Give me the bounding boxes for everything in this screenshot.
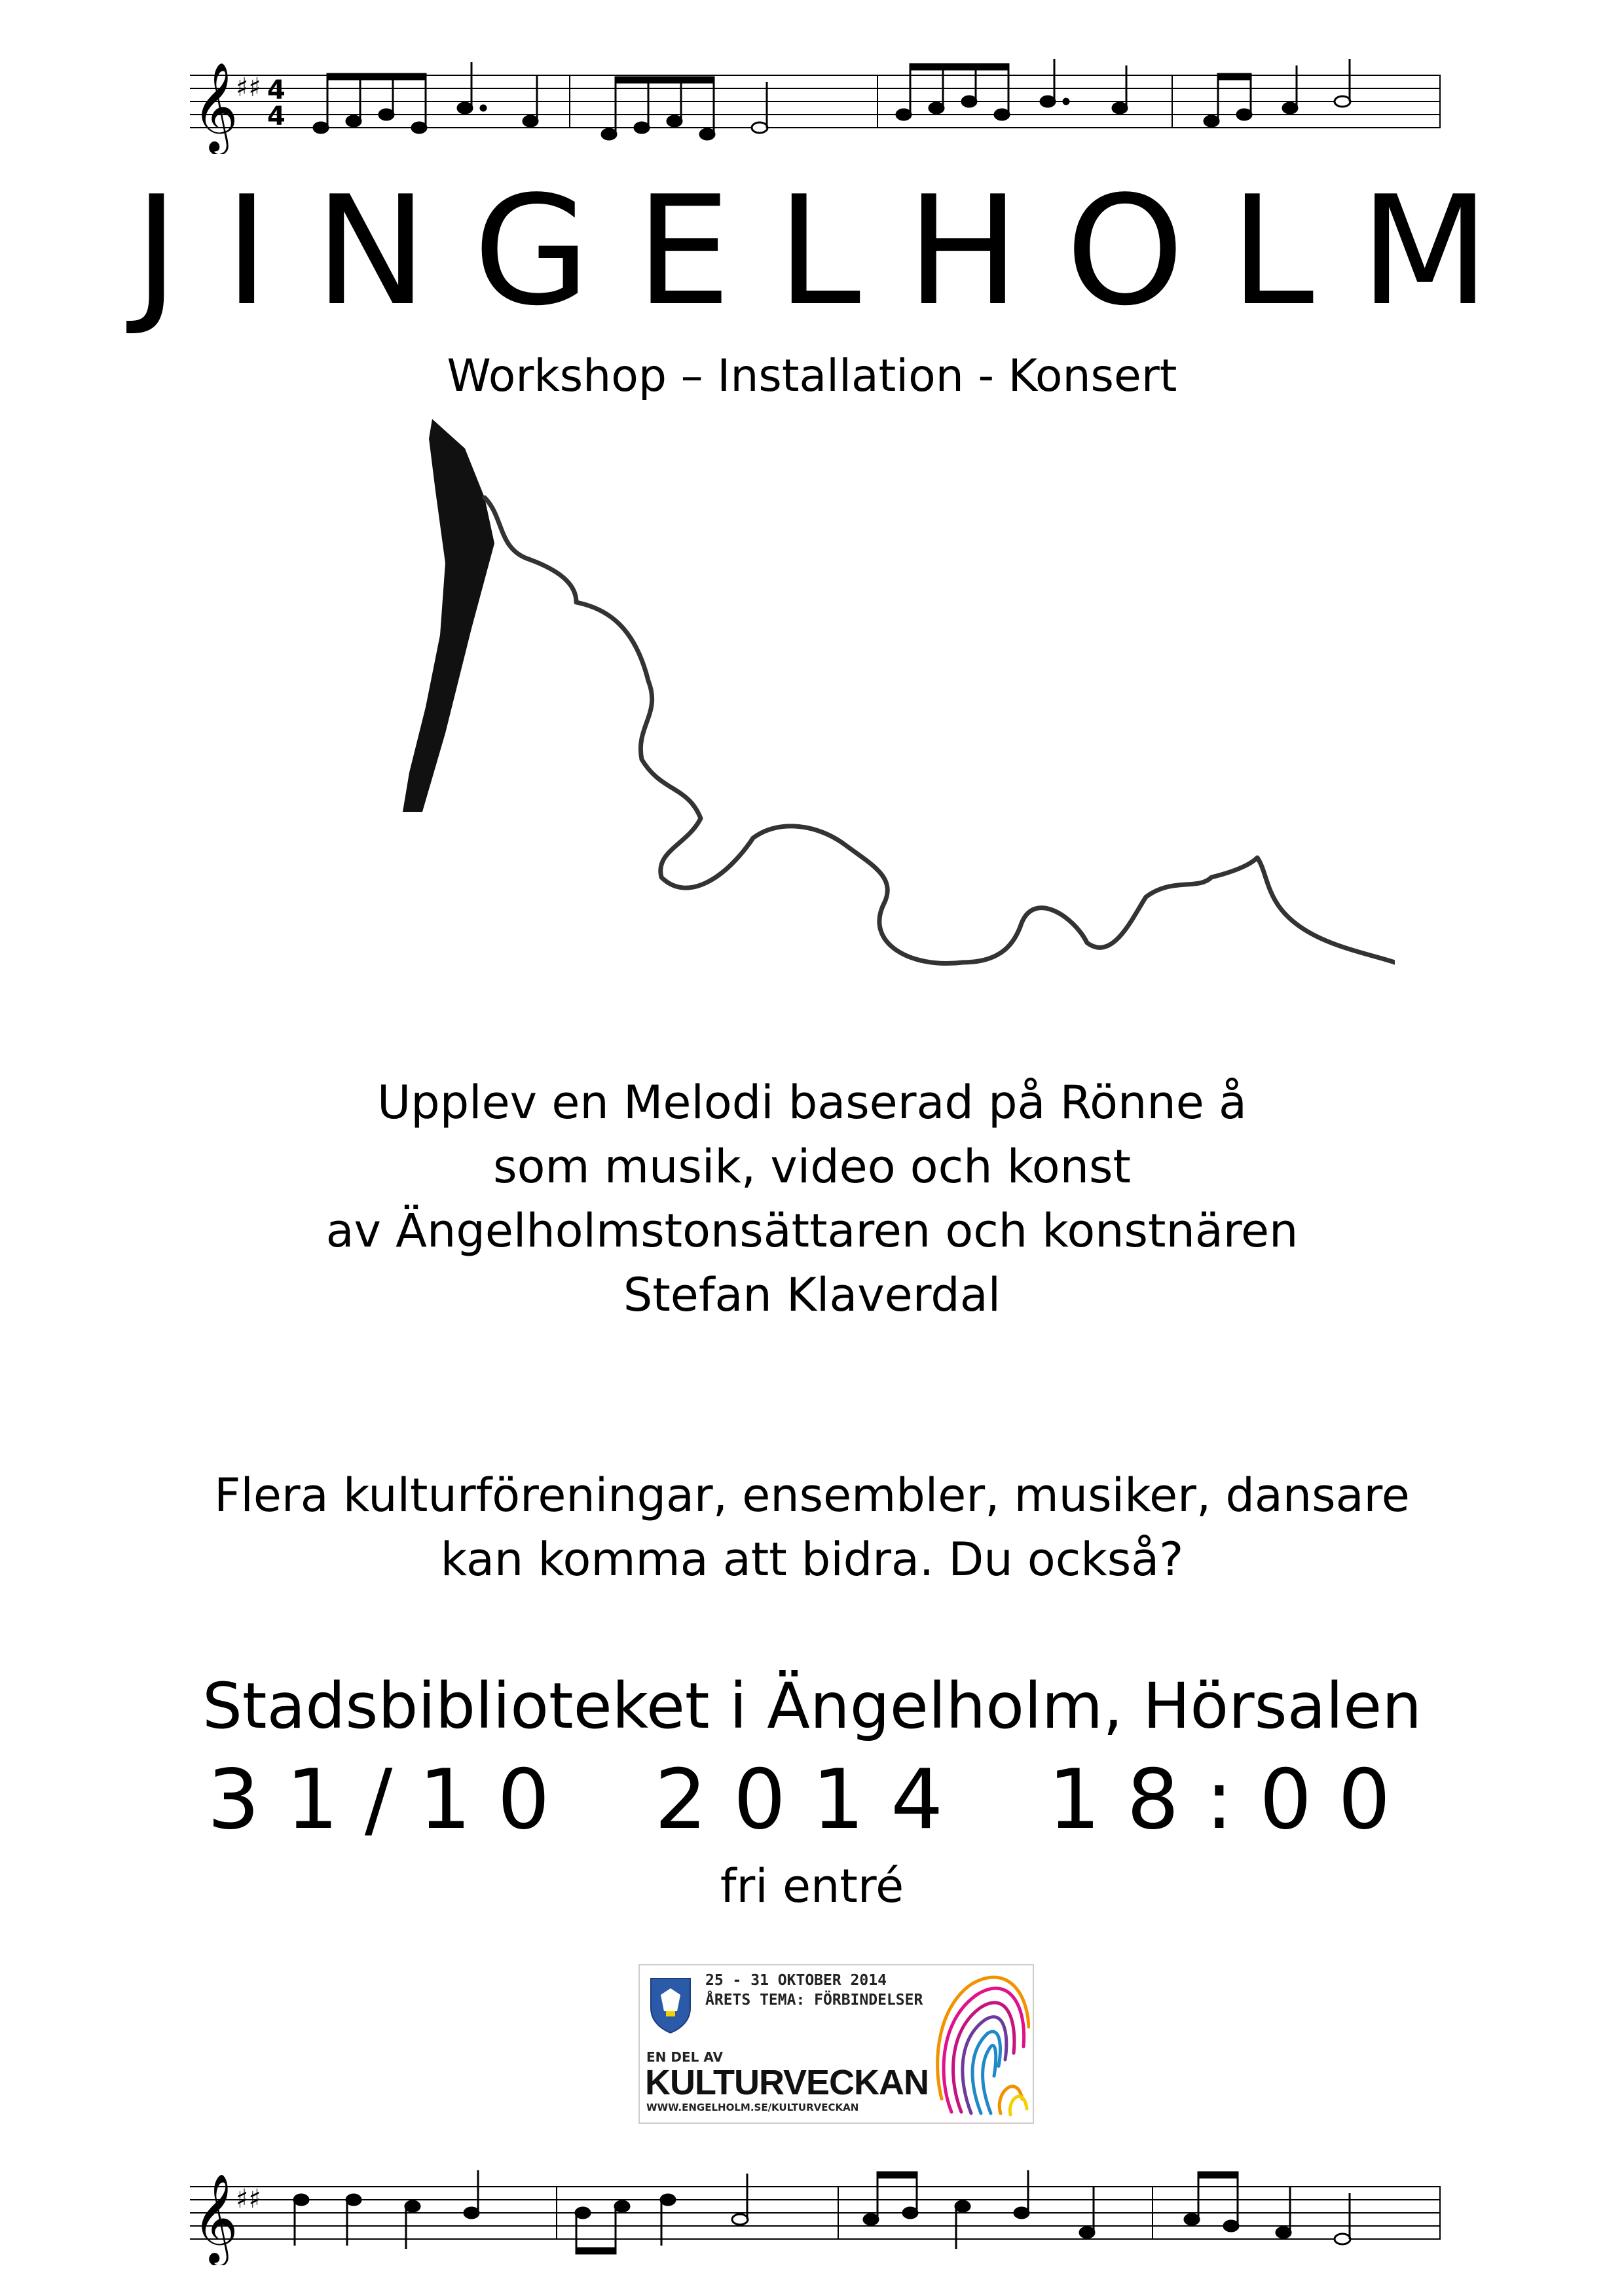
- invitation-line: kan komma att bidra. Du också?: [440, 1533, 1184, 1586]
- kulturveckan-logo: [638, 1964, 1034, 2124]
- logo-part-of: EN DEL AV: [646, 2049, 723, 2065]
- svg-text:4: 4: [267, 75, 286, 105]
- treble-clef-icon: 𝄞: [193, 61, 238, 151]
- river-map-icon: [268, 419, 1395, 995]
- logo-theme: ÅRETS TEMA: FÖRBINDELSER: [705, 1992, 923, 2009]
- logo-url: WWW.ENGELHOLM.SE/KULTURVECKAN: [646, 2102, 859, 2113]
- event-date: 31/10: [207, 1751, 576, 1848]
- music-staff-top: [190, 49, 1441, 154]
- svg-text:4: 4: [267, 101, 286, 132]
- svg-text:♯♯: ♯♯: [236, 2184, 261, 2214]
- poster-subtitle: Workshop – Installation - Konsert: [447, 350, 1177, 402]
- treble-clef-icon: 𝄞: [193, 2172, 238, 2263]
- date-time: [0, 1751, 1624, 1848]
- invitation-text: [0, 1463, 1624, 1592]
- music-staff-bottom: [190, 2160, 1441, 2265]
- logo-dates: 25 - 31 OKTOBER 2014: [705, 1972, 887, 1989]
- event-year: 2014: [654, 1751, 970, 1848]
- event-time: 18:00: [1048, 1751, 1417, 1848]
- venue: Stadsbiblioteket i Ängelholm, Hörsalen: [202, 1669, 1422, 1743]
- fingerprint-icon: [932, 1968, 1030, 2119]
- description-line: Stefan Klaverdal: [623, 1268, 1001, 1322]
- invitation-line: Flera kulturföreningar, ensembler, musiker, dansare: [214, 1468, 1410, 1522]
- poster-title: JINGELHOLM: [134, 164, 1536, 339]
- logo-name: KULTURVECKAN: [645, 2063, 929, 2102]
- svg-text:♯♯: ♯♯: [236, 73, 261, 103]
- description-line: av Ängelholmstonsättaren och konstnären: [325, 1204, 1299, 1258]
- description-text: [0, 1070, 1624, 1327]
- description-line: som musik, video och konst: [493, 1140, 1131, 1194]
- description-line: Upplev en Melodi baserad på Rönne å: [377, 1076, 1247, 1129]
- entry-fee: fri entré: [720, 1859, 904, 1913]
- municipal-crest-icon: [648, 1975, 693, 2034]
